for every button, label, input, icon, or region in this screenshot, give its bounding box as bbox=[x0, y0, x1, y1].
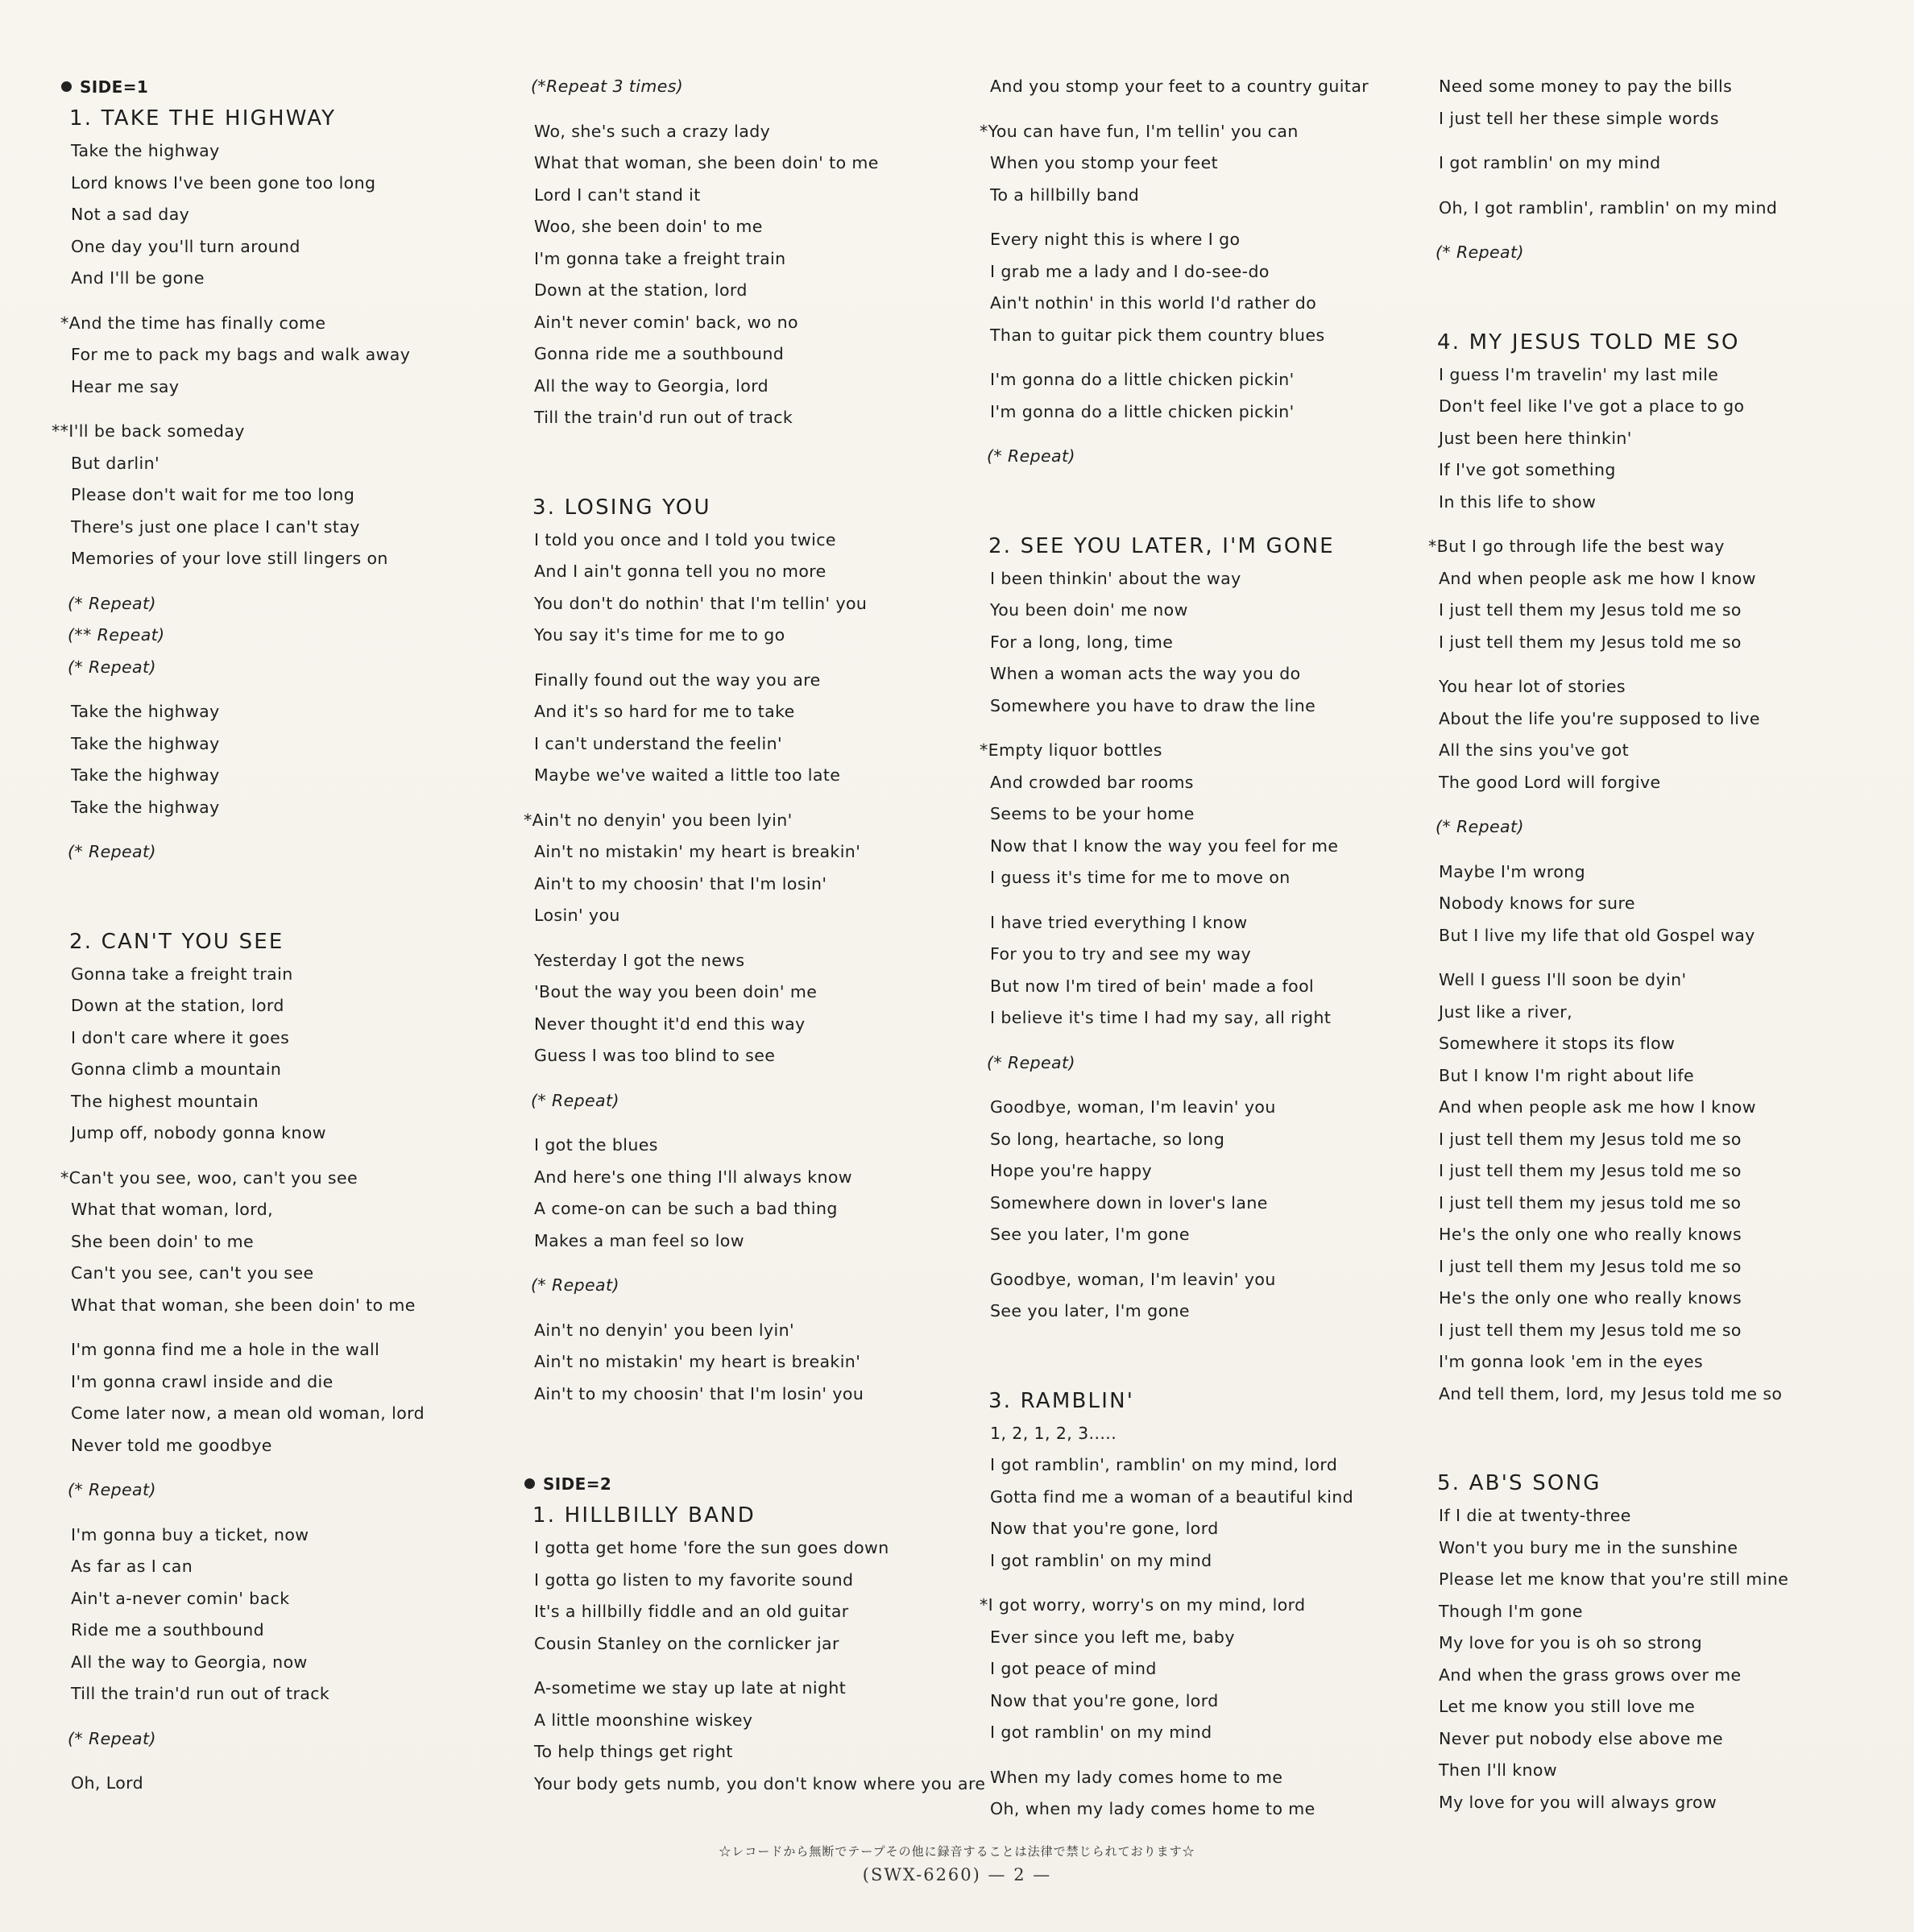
repeat-line: (* Repeat) bbox=[68, 593, 156, 613]
stanza bbox=[990, 563, 1431, 723]
lyric-line: And it's so hard for me to take bbox=[534, 702, 795, 721]
lyric-line: Now that you're gone, lord bbox=[990, 1519, 1219, 1538]
lyric-line: I got ramblin' on my mind bbox=[1439, 153, 1661, 172]
lyric-line: A-sometime we stay up late at night bbox=[534, 1678, 847, 1698]
lyric-line: Memories of your love still lingers on bbox=[71, 549, 388, 568]
stanza bbox=[990, 224, 1431, 351]
lyric-line: Oh, Lord bbox=[71, 1773, 144, 1793]
repeat-marker bbox=[531, 1270, 976, 1302]
lyric-line: What that woman, she been doin' to me bbox=[534, 153, 879, 172]
stanza bbox=[1439, 147, 1880, 180]
lyric-line: He's the only one who really knows bbox=[1439, 1288, 1742, 1308]
bullet-icon bbox=[61, 81, 72, 92]
lyric-line: But darlin' bbox=[71, 453, 160, 473]
lyric-line: And you stomp your feet to a country guitar bbox=[990, 77, 1369, 96]
lyric-line: See you later, I'm gone bbox=[990, 1225, 1190, 1244]
stanza bbox=[52, 416, 512, 575]
song-title: 1. TAKE THE HIGHWAY bbox=[69, 106, 337, 131]
stanza bbox=[980, 735, 1431, 894]
song-title: 3. LOSING YOU bbox=[532, 495, 711, 520]
repeat-line: (* Repeat) bbox=[1436, 243, 1524, 262]
stanza bbox=[71, 1768, 512, 1800]
lyric-line: 1, 2, 1, 2, 3..... bbox=[990, 1423, 1117, 1443]
stanza bbox=[1439, 1500, 1880, 1818]
song-title: 4. MY JESUS TOLD ME SO bbox=[1437, 330, 1740, 354]
lyric-line: **I'll be back someday bbox=[52, 421, 245, 441]
lyric-line: Take the highway bbox=[71, 702, 220, 721]
lyric-line: Your body gets numb, you don't know where you are bbox=[534, 1773, 986, 1793]
lyrics-column-4 bbox=[1429, 71, 1880, 1831]
repeat-line: (* Repeat) bbox=[531, 1275, 619, 1295]
lyric-line: Ain't no mistakin' my heart is breakin' bbox=[534, 1352, 861, 1371]
lyric-line: Then I'll know bbox=[1439, 1760, 1557, 1780]
lyric-line: Don't feel like I've got a place to go bbox=[1439, 396, 1745, 416]
stanza bbox=[990, 1418, 1431, 1578]
lyric-line: So long, heartache, so long bbox=[990, 1129, 1225, 1149]
lyrics-column-3 bbox=[980, 71, 1431, 1839]
section-spacer bbox=[524, 447, 976, 492]
stanza bbox=[534, 1673, 986, 1800]
lyric-line: About the life you're supposed to live bbox=[1439, 708, 1760, 728]
stanza bbox=[1439, 964, 1880, 1410]
song-title: 1. HILLBILLY BAND bbox=[532, 1503, 756, 1528]
stanza bbox=[60, 1163, 512, 1322]
stanza bbox=[71, 959, 512, 1150]
lyric-line: The highest mountain bbox=[71, 1091, 259, 1111]
lyric-line: I got the blues bbox=[534, 1135, 658, 1155]
lyric-line: Maybe I'm wrong bbox=[1439, 861, 1585, 881]
section-spacer bbox=[1429, 282, 1880, 327]
repeat-marker bbox=[1436, 811, 1880, 844]
lyric-line: I got peace of mind bbox=[990, 1659, 1157, 1678]
stanza bbox=[534, 116, 976, 434]
stanza bbox=[1439, 193, 1880, 225]
lyric-line: See you later, I'm gone bbox=[990, 1301, 1190, 1320]
lyric-line: And here's one thing I'll always know bbox=[534, 1167, 852, 1187]
stanza bbox=[990, 71, 1431, 103]
repeat-line: (* Repeat) bbox=[987, 1052, 1075, 1072]
section-spacer bbox=[980, 1341, 1431, 1386]
stanza bbox=[1439, 359, 1880, 519]
stanza bbox=[534, 1532, 976, 1660]
section-spacer bbox=[524, 1423, 976, 1468]
lyric-line: Not a sad day bbox=[71, 205, 190, 224]
lyric-line: For me to pack my bags and walk away bbox=[71, 345, 411, 364]
lyric-line: I gotta get home 'fore the sun goes down bbox=[534, 1538, 889, 1557]
lyric-line: I'm gonna do a little chicken pickin' bbox=[990, 370, 1295, 389]
repeat-line: (* Repeat) bbox=[531, 1090, 619, 1110]
repeat-line: (* Repeat) bbox=[68, 1480, 156, 1499]
repeat-marker bbox=[68, 1474, 512, 1507]
repeat-line: (* Repeat) bbox=[987, 446, 1075, 466]
side-heading bbox=[61, 71, 512, 103]
side-heading bbox=[524, 1468, 976, 1500]
lyric-line: And when people ask me how I know bbox=[1439, 568, 1756, 588]
stanza bbox=[990, 1762, 1431, 1826]
lyric-line: Gonna take a freight train bbox=[71, 964, 293, 984]
lyric-line: Now that I know the way you feel for me bbox=[990, 835, 1339, 856]
lyric-line: And I ain't gonna tell you no more bbox=[534, 562, 826, 581]
lyric-line: *But I go through life the best way bbox=[1428, 537, 1725, 556]
catalog-number: (SWX-6260) — 2 — bbox=[862, 1865, 1052, 1884]
lyric-line: I just tell them my Jesus told me so bbox=[1439, 1161, 1742, 1180]
repeat-marker bbox=[987, 1047, 1431, 1080]
song-title: 3. RAMBLIN' bbox=[988, 1388, 1135, 1413]
lyric-line: Just been here thinkin' bbox=[1439, 428, 1632, 448]
lyric-line: Down at the station, lord bbox=[534, 280, 748, 300]
lyric-line: Ain't nothin' in this world I'd rather do bbox=[990, 293, 1317, 313]
lyric-line: Can't you see, can't you see bbox=[71, 1263, 314, 1283]
lyric-line: *I got worry, worry's on my mind, lord bbox=[980, 1595, 1306, 1615]
stanza bbox=[1439, 671, 1880, 798]
lyric-line: Ain't to my choosin' that I'm losin' you bbox=[534, 1383, 864, 1403]
lyrics-column-1 bbox=[52, 71, 512, 1813]
stanza bbox=[990, 1092, 1431, 1251]
lyric-line: *Empty liquor bottles bbox=[980, 740, 1162, 760]
lyric-line: Hear me say bbox=[71, 376, 180, 396]
side-label: SIDE=2 bbox=[543, 1474, 612, 1494]
repeat-line: (* Repeat) bbox=[1436, 817, 1524, 836]
lyric-line: But I know I'm right about life bbox=[1439, 1065, 1694, 1085]
repeat-line: (* Repeat) bbox=[68, 842, 156, 861]
lyric-line: Somewhere it stops its flow bbox=[1439, 1034, 1676, 1053]
repeat-marker bbox=[1436, 237, 1880, 269]
lyric-line: Till the train'd run out of track bbox=[534, 408, 793, 427]
lyric-line: *You can have fun, I'm tellin' you can bbox=[980, 121, 1299, 141]
stanza bbox=[980, 1590, 1431, 1749]
stanza bbox=[1428, 531, 1880, 658]
stanza bbox=[71, 1519, 512, 1710]
lyric-line: *Can't you see, woo, can't you see bbox=[60, 1167, 358, 1188]
lyric-line: I believe it's time I had my say, all right bbox=[990, 1008, 1332, 1027]
lyric-line: What that woman, lord, bbox=[71, 1200, 274, 1219]
lyric-line: Ain't to my choosin' that I'm losin' bbox=[534, 873, 827, 893]
lyric-line: Lord knows I've been gone too long bbox=[71, 172, 376, 193]
lyric-line: I'm gonna take a freight train bbox=[534, 248, 786, 268]
lyric-line: But now I'm tired of bein' made a fool bbox=[990, 976, 1315, 996]
lyric-line: You been doin' me now bbox=[990, 600, 1188, 620]
lyric-line: A come-on can be such a bad thing bbox=[534, 1199, 838, 1218]
stanza bbox=[1439, 856, 1880, 952]
repeat-line: (* Repeat) bbox=[68, 657, 156, 677]
side-label: SIDE=1 bbox=[80, 77, 149, 97]
lyric-line: To a hillbilly band bbox=[990, 184, 1140, 205]
bullet-icon bbox=[524, 1478, 535, 1489]
lyric-line: In this life to show bbox=[1439, 491, 1597, 512]
lyric-line: All the way to Georgia, lord bbox=[534, 375, 769, 396]
lyric-line: I'm gonna find me a hole in the wall bbox=[71, 1340, 380, 1359]
stanza bbox=[990, 907, 1431, 1034]
stanza bbox=[980, 116, 1431, 212]
lyric-line: I just tell them my Jesus told me so bbox=[1439, 1256, 1742, 1276]
lyric-line: For a long, long, time bbox=[990, 632, 1174, 652]
lyric-line: Than to guitar pick them country blues bbox=[990, 325, 1325, 345]
lyric-line: Though I'm gone bbox=[1439, 1601, 1583, 1621]
lyric-line: Ain't no mistakin' my heart is breakin' bbox=[534, 842, 861, 861]
lyric-line: Take the highway bbox=[71, 765, 220, 785]
lyric-line: I just tell them my jesus told me so bbox=[1439, 1192, 1742, 1213]
lyric-line: I been thinkin' about the way bbox=[990, 568, 1241, 588]
lyric-line: Ever since you left me, baby bbox=[990, 1627, 1235, 1647]
lyric-line: I guess I'm travelin' my last mile bbox=[1439, 364, 1719, 384]
lyric-line: Please don't wait for me too long bbox=[71, 485, 355, 504]
lyric-line: I just tell them my Jesus told me so bbox=[1439, 1320, 1742, 1340]
stanza bbox=[534, 524, 976, 652]
repeat-marker bbox=[68, 836, 512, 869]
stanza bbox=[71, 1334, 512, 1461]
stanza bbox=[534, 1315, 976, 1411]
lyric-line: Goodbye, woman, I'm leavin' you bbox=[990, 1097, 1276, 1117]
stanza bbox=[71, 696, 512, 823]
lyric-line: Please let me know that you're still mine bbox=[1439, 1569, 1789, 1589]
lyric-line: Cousin Stanley on the cornlicker jar bbox=[534, 1633, 839, 1653]
lyric-line: I got ramblin', ramblin' on my mind, lord bbox=[990, 1455, 1338, 1474]
song-title: 2. SEE YOU LATER, I'M GONE bbox=[988, 533, 1335, 558]
stanza bbox=[60, 308, 512, 404]
repeat-line: (*Repeat 3 times) bbox=[531, 77, 684, 96]
lyric-line: I'm gonna look 'em in the eyes bbox=[1439, 1352, 1704, 1371]
repeat-line: (** Repeat) bbox=[68, 625, 165, 645]
repeat-marker bbox=[987, 441, 1431, 473]
lyric-line: But I live my life that old Gospel way bbox=[1439, 925, 1755, 945]
stanza bbox=[524, 805, 976, 932]
lyric-line: My love for you is oh so strong bbox=[1439, 1633, 1703, 1652]
lyric-line: Somewhere down in lover's lane bbox=[990, 1192, 1268, 1213]
lyric-line: And I'll be gone bbox=[71, 268, 205, 288]
lyric-line: When my lady comes home to me bbox=[990, 1767, 1283, 1787]
repeat-line: (* Repeat) bbox=[68, 1728, 156, 1748]
lyric-line: Gonna climb a mountain bbox=[71, 1059, 282, 1079]
lyric-line: Never thought it'd end this way bbox=[534, 1014, 806, 1034]
lyric-line: Jump off, nobody gonna know bbox=[71, 1123, 326, 1142]
section-spacer bbox=[980, 486, 1431, 531]
lyric-line: Somewhere you have to draw the line bbox=[990, 695, 1316, 715]
stanza bbox=[1439, 71, 1880, 135]
lyric-line: I got ramblin' on my mind bbox=[990, 1723, 1212, 1742]
lyric-line: I got ramblin' on my mind bbox=[990, 1550, 1212, 1570]
lyric-line: All the way to Georgia, now bbox=[71, 1652, 308, 1672]
lyric-line: You don't do nothin' that I'm tellin' you bbox=[534, 593, 868, 613]
lyric-line: To help things get right bbox=[534, 1742, 733, 1761]
lyric-line: I just tell her these simple words bbox=[1439, 108, 1719, 128]
lyric-line: Never put nobody else above me bbox=[1439, 1728, 1724, 1748]
stanza bbox=[990, 364, 1431, 428]
lyric-line: And crowded bar rooms bbox=[990, 772, 1194, 792]
lyric-line: One day you'll turn around bbox=[71, 236, 300, 256]
lyric-line: If I've got something bbox=[1439, 460, 1616, 479]
lyric-line: I'm gonna buy a ticket, now bbox=[71, 1524, 309, 1544]
lyric-line: I have tried everything I know bbox=[990, 912, 1248, 932]
lyric-line: You say it's time for me to go bbox=[534, 625, 785, 645]
lyric-line: A little moonshine wiskey bbox=[534, 1710, 753, 1730]
lyric-line: Woo, she been doin' to me bbox=[534, 217, 763, 236]
lyric-line: Seems to be your home bbox=[990, 804, 1195, 823]
stanza bbox=[71, 135, 512, 295]
lyric-line: She been doin' to me bbox=[71, 1231, 254, 1251]
lyric-line: I can't understand the feelin' bbox=[534, 733, 783, 753]
lyric-line: *And the time has finally come bbox=[60, 313, 326, 333]
lyric-line: I guess it's time for me to move on bbox=[990, 868, 1290, 887]
lyric-line: If I die at twenty-three bbox=[1439, 1506, 1631, 1525]
lyric-line: Oh, I got ramblin', ramblin' on my mind bbox=[1439, 197, 1778, 218]
stanza bbox=[534, 1130, 976, 1257]
lyric-line: I grab me a lady and I do-see-do bbox=[990, 261, 1270, 281]
lyric-line: Finally found out the way you are bbox=[534, 670, 821, 690]
lyric-line: Need some money to pay the bills bbox=[1439, 77, 1733, 96]
repeat-marker bbox=[531, 71, 976, 103]
stanza bbox=[534, 945, 976, 1072]
section-spacer bbox=[1429, 1423, 1880, 1468]
lyric-line: Let me know you still love me bbox=[1439, 1697, 1696, 1716]
lyric-line: Wo, she's such a crazy lady bbox=[534, 121, 771, 141]
lyric-line: Nobody knows for sure bbox=[1439, 893, 1635, 913]
copyright-notice: ☆レコードから無断でテープその他に録音することは法律で禁じられております☆ bbox=[719, 1844, 1195, 1859]
lyric-line: I gotta go listen to my favorite sound bbox=[534, 1569, 854, 1590]
lyric-line: Ain't never comin' back, wo no bbox=[534, 312, 798, 332]
section-spacer bbox=[61, 881, 512, 927]
lyric-line: Every night this is where I go bbox=[990, 230, 1241, 249]
lyric-line: I'm gonna crawl inside and die bbox=[71, 1371, 334, 1391]
lyric-line: I don't care where it goes bbox=[71, 1027, 290, 1047]
lyric-line: My love for you will always grow bbox=[1439, 1792, 1717, 1812]
lyric-line: Now that you're gone, lord bbox=[990, 1690, 1219, 1710]
lyric-line: Just like a river, bbox=[1439, 1001, 1573, 1022]
stanza bbox=[990, 1264, 1431, 1328]
repeat-marker bbox=[68, 588, 512, 684]
stanza bbox=[534, 665, 976, 792]
repeat-marker bbox=[68, 1723, 512, 1756]
lyric-line: *Ain't no denyin' you been lyin' bbox=[524, 810, 793, 830]
lyric-line: Down at the station, lord bbox=[71, 996, 284, 1015]
lyric-line: Gonna ride me a southbound bbox=[534, 344, 785, 363]
lyric-line: Lord I can't stand it bbox=[534, 184, 701, 205]
lyric-line: For you to try and see my way bbox=[990, 944, 1252, 964]
lyric-line: It's a hillbilly fiddle and an old guitar bbox=[534, 1602, 849, 1621]
lyric-line: And when people ask me how I know bbox=[1439, 1097, 1756, 1117]
lyric-line: Gotta find me a woman of a beautiful kind bbox=[990, 1486, 1354, 1507]
repeat-marker bbox=[531, 1085, 976, 1117]
song-title: 2. CAN'T YOU SEE bbox=[69, 929, 284, 954]
lyric-line: Come later now, a mean old woman, lord bbox=[71, 1403, 425, 1423]
lyric-line: All the sins you've got bbox=[1439, 740, 1630, 760]
lyric-line: 'Bout the way you been doin' me bbox=[534, 982, 818, 1001]
lyric-line: Ain't no denyin' you been lyin' bbox=[534, 1320, 795, 1340]
lyric-line: You hear lot of stories bbox=[1439, 677, 1626, 696]
lyric-line: I told you once and I told you twice bbox=[534, 529, 836, 549]
lyric-line: Never told me goodbye bbox=[71, 1435, 272, 1455]
lyric-line: Take the highway bbox=[71, 141, 220, 160]
lyric-line: When you stomp your feet bbox=[990, 153, 1219, 172]
lyric-line: I'm gonna do a little chicken pickin' bbox=[990, 401, 1295, 421]
lyric-line: And tell them, lord, my Jesus told me so bbox=[1439, 1383, 1783, 1403]
lyric-line: Oh, when my lady comes home to me bbox=[990, 1799, 1315, 1818]
lyric-line: I just tell them my Jesus told me so bbox=[1439, 1129, 1742, 1149]
lyric-line: Well I guess I'll soon be dyin' bbox=[1439, 970, 1687, 989]
lyric-line: Yesterday I got the news bbox=[534, 950, 745, 970]
lyric-line: There's just one place I can't stay bbox=[71, 516, 360, 537]
lyric-line: When a woman acts the way you do bbox=[990, 664, 1301, 683]
lyric-line: I just tell them my Jesus told me so bbox=[1439, 600, 1742, 620]
lyric-line: Losin' you bbox=[534, 906, 620, 925]
lyric-line: As far as I can bbox=[71, 1557, 193, 1576]
lyric-line: Hope you're happy bbox=[990, 1161, 1153, 1180]
lyric-line: Take the highway bbox=[71, 797, 220, 817]
lyric-line: Ride me a southbound bbox=[71, 1620, 265, 1640]
lyric-line: Goodbye, woman, I'm leavin' you bbox=[990, 1269, 1276, 1289]
lyric-line: The good Lord will forgive bbox=[1439, 772, 1661, 792]
lyric-line: Ain't a-never comin' back bbox=[71, 1588, 290, 1608]
lyric-line: And when the grass grows over me bbox=[1439, 1665, 1742, 1685]
lyric-line: Won't you bury me in the sunshine bbox=[1439, 1537, 1738, 1557]
lyric-line: Guess I was too blind to see bbox=[534, 1046, 776, 1065]
lyrics-column-2 bbox=[524, 71, 986, 1813]
lyric-line: What that woman, she been doin' to me bbox=[71, 1295, 416, 1315]
lyric-line: He's the only one who really knows bbox=[1439, 1225, 1742, 1244]
lyric-line: Take the highway bbox=[71, 733, 220, 753]
lyric-line: Makes a man feel so low bbox=[534, 1230, 744, 1250]
song-title: 5. AB'S SONG bbox=[1437, 1471, 1601, 1495]
lyric-line: Maybe we've waited a little too late bbox=[534, 765, 841, 785]
lyric-line: I just tell them my Jesus told me so bbox=[1439, 632, 1742, 652]
lyric-line: Till the train'd run out of track bbox=[71, 1684, 330, 1703]
